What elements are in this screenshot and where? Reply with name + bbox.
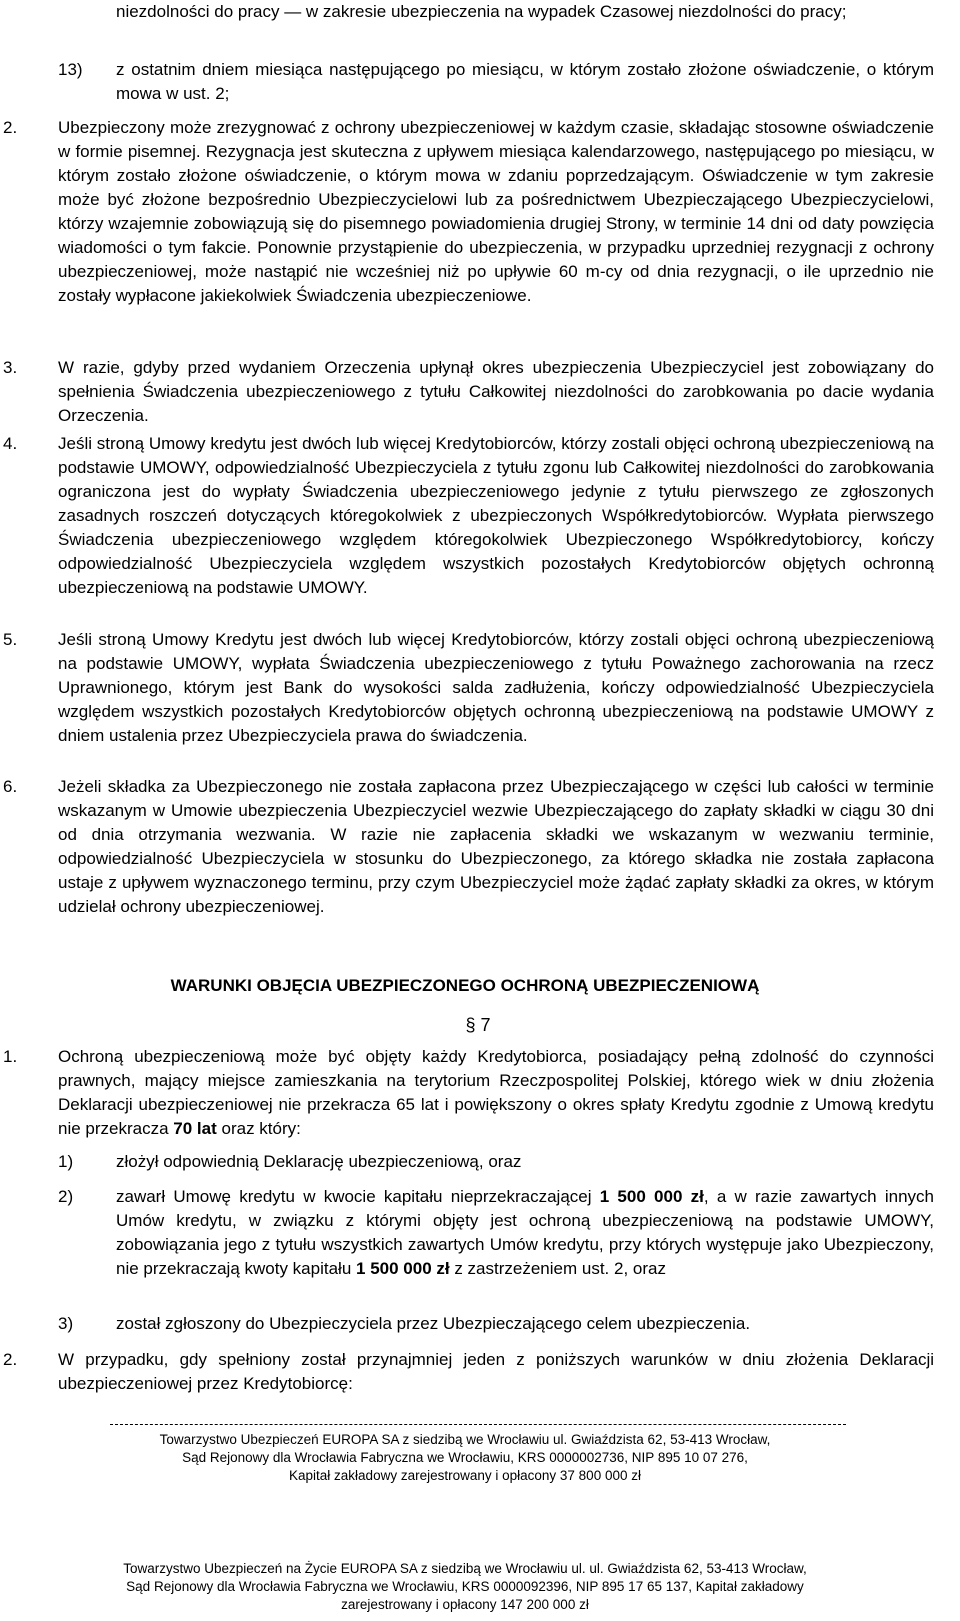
paragraph-5-text: Jeśli stroną Umowy Kredytu jest dwóch lub więcej Kredytobiorców, którzy zostali objęci ochroną ubezpieczeniową na podstawie UMOWY, wypłata Świadczenia ubezpieczeniowego z tytułu Poważnego zachorowania na rzecz Uprawnionego, którym jest Bank do wysokości salda zadłużenia, kończy odpowiedzialność Ubezpieczyciela względem wszystkich pozostałych Kredytobiorców objętych ochronną ubezpieczeniową na podstawie UMOWY z dniem ustalenia przez Ubezpieczyciela prawa do świadczenia. — [58, 630, 934, 745]
capital-limit-2: 1 500 000 zł — [356, 1259, 450, 1278]
paragraph-4-text: Jeśli stroną Umowy kredytu jest dwóch lub więcej Kredytobiorców, którzy zostali objęci ochroną ubezpieczeniową na podstawie UMOWY, odpowiedzialność Ubezpieczyciela z tytułu zgonu lub Całkowitej niezdolności do zarobkowania ograniczona jest do wypłaty Świadczenia ubezpieczeniowego jedynie z tytułu pierwszego ze zgłoszonych zasadnych roszczeń dotyczących któregokolwiek z ubezpieczonych Współkredytobiorców. Wypłata pierwszego Świadczenia ubezpieczeniowego względem któregokolwiek Ubezpieczonego Współkredytobiorcy, kończy odpowiedzialność Ubezpieczyciela względem wszystkich pozostałych Kredytobiorców objętych ochronną ubezpieczeniową na podstawie UMOWY. — [58, 434, 934, 597]
sub-item-2-text: zawarł Umowę kredytu w kwocie kapitału nieprzekraczającej 1 500 000 zł, a w razie zawartych innych Umów kredytu, w związku z którymi objęty jest ochroną ubezpieczeniową na podstawie UMOWY, zobowiązania jego z tytułu wszystkich zawartych Umów kredytu, przy których występuje jako Ubezpieczony, nie przekraczają kwoty kapitału 1 500 000 zł z zastrzeżeniem ust. 2, oraz — [116, 1187, 934, 1278]
paragraph-5-number: 5. — [3, 630, 18, 649]
s7-paragraph-2-text: W przypadku, gdy spełniony został przynajmniej jeden z poniższych warunków w dniu złożenia Deklaracji ubezpieczeniowej przez Kredytobiorcę: — [58, 1350, 934, 1393]
age-limit: 70 lat — [173, 1119, 217, 1138]
s7-paragraph-1-text: Ochroną ubezpieczeniową może być objęty każdy Kredytobiorca, posiadający pełną zdolność do czynności prawnych, mający miejsce zamieszkania na terytorium Rzeczpospolitej Polskiej, którego wiek w dniu złożenia Deklaracji ubezpieczeniowej nie przekracza 65 lat i powiększony o okres spłaty Kredytu zgodnie z Umową kredytu nie przekracza 70 lat oraz który: — [58, 1047, 934, 1138]
sub-item-3-number: 3) — [58, 1314, 74, 1333]
s7-paragraph-1-number: 1. — [3, 1047, 18, 1066]
footer-company-1-line-2: Sąd Rejonowy dla Wrocławia Fabryczna we Wrocławiu, KRS 0000002736, NIP 895 10 07 276, — [182, 1450, 748, 1465]
continuation-text: niezdolności do pracy — w zakresie ubezpieczenia na wypadek Czasowej niezdolności do pracy; — [116, 2, 847, 21]
sub-item-2-number: 2) — [58, 1187, 74, 1206]
paragraph-6-number: 6. — [3, 777, 18, 796]
footer-company-1-line-3: Kapitał zakładowy zarejestrowany i opłacony 37 800 000 zł — [289, 1468, 641, 1483]
item-13-text: z ostatnim dniem miesiąca następującego po miesiącu, w którym zostało złożone oświadczenie, o którym mowa w ust. 2; — [116, 60, 934, 103]
s7-paragraph-2-number: 2. — [3, 1350, 18, 1369]
footer-company-1-line-1: Towarzystwo Ubezpieczeń EUROPA SA z siedzibą we Wrocławiu ul. Gwiaździsta 62, 53-413 Wrocław, — [159, 1432, 771, 1447]
paragraph-sign: § 7 — [465, 1015, 491, 1035]
footer-divider — [110, 1424, 846, 1425]
footer-company-2-line-3: zarejestrowany i opłacony 147 200 000 zł — [341, 1597, 589, 1612]
paragraph-6-text: Jeżeli składka za Ubezpieczonego nie została zapłacona przez Ubezpieczającego w części lub całości w terminie wskazanym w Umowie ubezpieczenia Ubezpieczyciel wezwie Ubezpieczającego do zapłaty składki w ciągu 30 dni od dnia otrzymania wezwania. W razie nie zapłacenia składki we wskazanym w wezwaniu terminie, odpowiedzialność Ubezpieczyciela w stosunku do Ubezpieczonego, za którego składka nie została zapłacona ustaje z upływem wyznaczonego terminu, przy czym Ubezpieczyciel może żądać zapłaty składki za okres, w którym udzielał ochrony ubezpieczeniowej. — [58, 777, 934, 916]
sub-item-3-text: został zgłoszony do Ubezpieczyciela przez Ubezpieczającego celem ubezpieczenia. — [116, 1314, 751, 1333]
footer-company-2-line-2: Sąd Rejonowy dla Wrocławia Fabryczna we Wrocławiu, KRS 0000092396, NIP 895 17 65 137, Kapitał zakładowy — [126, 1579, 804, 1594]
sub-item-1-number: 1) — [58, 1152, 74, 1171]
section-heading: WARUNKI OBJĘCIA UBEZPIECZONEGO OCHRONĄ UBEZPIECZENIOWĄ — [170, 976, 760, 995]
paragraph-3-text: W razie, gdyby przed wydaniem Orzeczenia upłynął okres ubezpieczenia Ubezpieczyciel jest zobowiązany do spełnienia Świadczenia ubezpieczeniowego z tytułu Całkowitej niezdolności do zarobkowania po dacie wydania Orzeczenia. — [58, 358, 934, 425]
item-13-number: 13) — [58, 60, 83, 79]
paragraph-4-number: 4. — [3, 434, 18, 453]
paragraph-3-number: 3. — [3, 358, 18, 377]
footer-company-2-line-1: Towarzystwo Ubezpieczeń na Życie EUROPA SA z siedzibą we Wrocławiu ul. ul. Gwiaździsta 62, 53-413 Wrocław, — [123, 1561, 807, 1576]
paragraph-2-number: 2. — [3, 118, 18, 137]
capital-limit-1: 1 500 000 zł — [599, 1187, 704, 1206]
footer-company-2 — [0, 1560, 930, 1614]
paragraph-2-text: Ubezpieczony może zrezygnować z ochrony ubezpieczeniowej w każdym czasie, składając stosowne oświadczenie w formie pisemnej. Rezygnacja jest skuteczna z upływem miesiąca kalendarzowego, następującego po miesiącu, w którym zostało złożone oświadczenie, o którym mowa w zdaniu poprzedzającym. Oświadczenie w tym zakresie może być złożone bezpośrednio Ubezpieczycielowi lub za pośrednictwem Ubezpieczającego Ubezpieczycielowi, którzy wzajemnie zobowiązują się do pisemnego powiadomienia drugiej Strony, w terminie 14 dni od daty powzięcia wiadomości o tym fakcie. Ponownie przystąpienie do ubezpieczenia, w przypadku uprzedniej rezygnacji z ochrony ubezpieczeniowej, może nastąpić nie wcześniej niż po upływie 60 m-cy od dnia rezygnacji, o ile uprzednio nie zostały wypłacone jakiekolwiek Świadczenia ubezpieczeniowe. — [58, 118, 934, 305]
footer-company-1 — [0, 1431, 930, 1485]
sub-item-1-text: złożył odpowiednią Deklarację ubezpieczeniową, oraz — [116, 1152, 522, 1171]
